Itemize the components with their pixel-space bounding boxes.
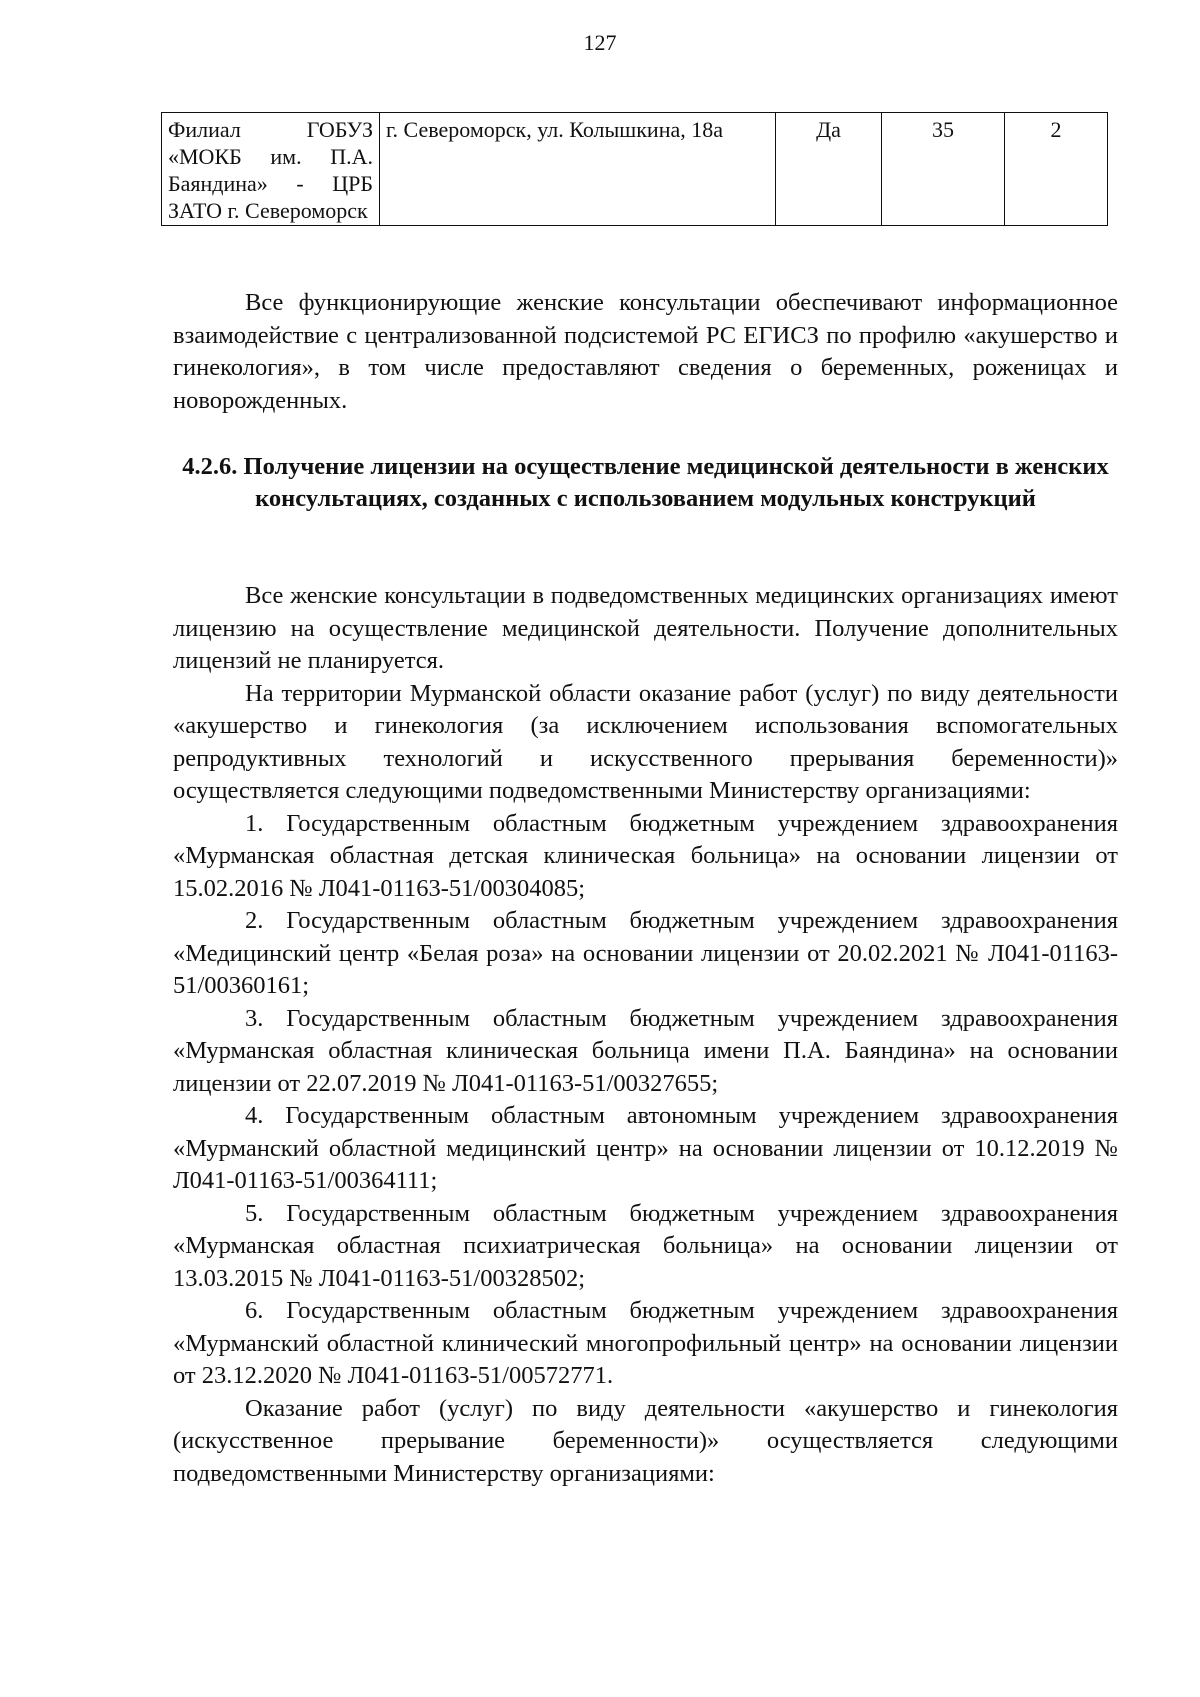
paragraph-egisz: Все функционирующие женские консультации обеспечивают информационное взаимодействие с централизованной подсистемой РС ЕГИСЗ по профилю «акушерство и гинекология», в том числе предоставляют сведения о беременных, роженицах и новорожденных. (173, 289, 1118, 414)
facility-number-cell: 2 (1005, 113, 1108, 226)
paragraph-licenses: Все женские консультации в подведомственных медицинских организациях имеют лицензию на осуществление медицинской деятельности. Получение дополнительных лицензий не планируется. (173, 582, 1118, 674)
list-item: 2. Государственным областным бюджетным учреждением здравоохранения «Медицинский центр «Белая роза» на основании лицензии от 20.02.2021 № Л041-01163-51/00360161; (173, 907, 1118, 999)
table-row (162, 113, 1108, 226)
text-block-intro (173, 287, 1118, 417)
list-item: 6. Государственным областным бюджетным учреждением здравоохранения «Мурманский областной клинический многопрофильный центр» на основании лицензии от 23.12.2020 № Л041-01163-51/00572771. (173, 1297, 1118, 1389)
paragraph-abortion-services: Оказание работ (услуг) по виду деятельности «акушерство и гинекология (искусственное прерывание беременности)» осуществляется следующими подведомственными Министерству организациями: (173, 1394, 1118, 1487)
list-item: 3. Государственным областным бюджетным учреждением здравоохранения «Мурманская областная клиническая больница имени П.А. Баяндина» на основании лицензии от 22.07.2019 № Л041-01163-51/00327655; (173, 1004, 1118, 1097)
facility-table (161, 112, 1108, 226)
page-number: 127 (583, 30, 617, 55)
text-block-licenses (173, 580, 1118, 1490)
facility-name-cell: Филиал ГОБУЗ «МОКБ им. П.А. Баяндина» - ЦРБ ЗАТО г. Североморск (162, 113, 380, 226)
list-item: 4. Государственным областным автономным учреждением здравоохранения «Мурманский областной медицинский центр» на основании лицензии от 10.12.2019 № Л041-01163-51/00364111; (173, 1102, 1118, 1194)
list-item: 1. Государственным областным бюджетным учреждением здравоохранения «Мурманская областная детская клиническая больница» на основании лицензии от 15.02.2016 № Л041-01163-51/00304085; (173, 809, 1118, 902)
section-heading: 4.2.6. Получение лицензии на осуществление медицинской деятельности в женских консультациях, созданных с использованием модульных конструкций (182, 453, 1109, 512)
list-item: 5. Государственным областным бюджетным учреждением здравоохранения «Мурманская областная психиатрическая больница» на основании лицензии от 13.03.2015 № Л041-01163-51/00328502; (173, 1199, 1118, 1292)
paragraph-territory: На территории Мурманской области оказание работ (услуг) по виду деятельности «акушерство и гинекология (за исключением использования вспомогательных репродуктивных технологий и искусственного прерывания беременности)» осуществляется следующими подведомственными Министерству организациями: (173, 679, 1118, 804)
facility-count-cell: 35 (882, 113, 1005, 226)
facility-address-cell: г. Североморск, ул. Колышкина, 18а (380, 113, 776, 226)
facility-flag-cell: Да (776, 113, 882, 226)
